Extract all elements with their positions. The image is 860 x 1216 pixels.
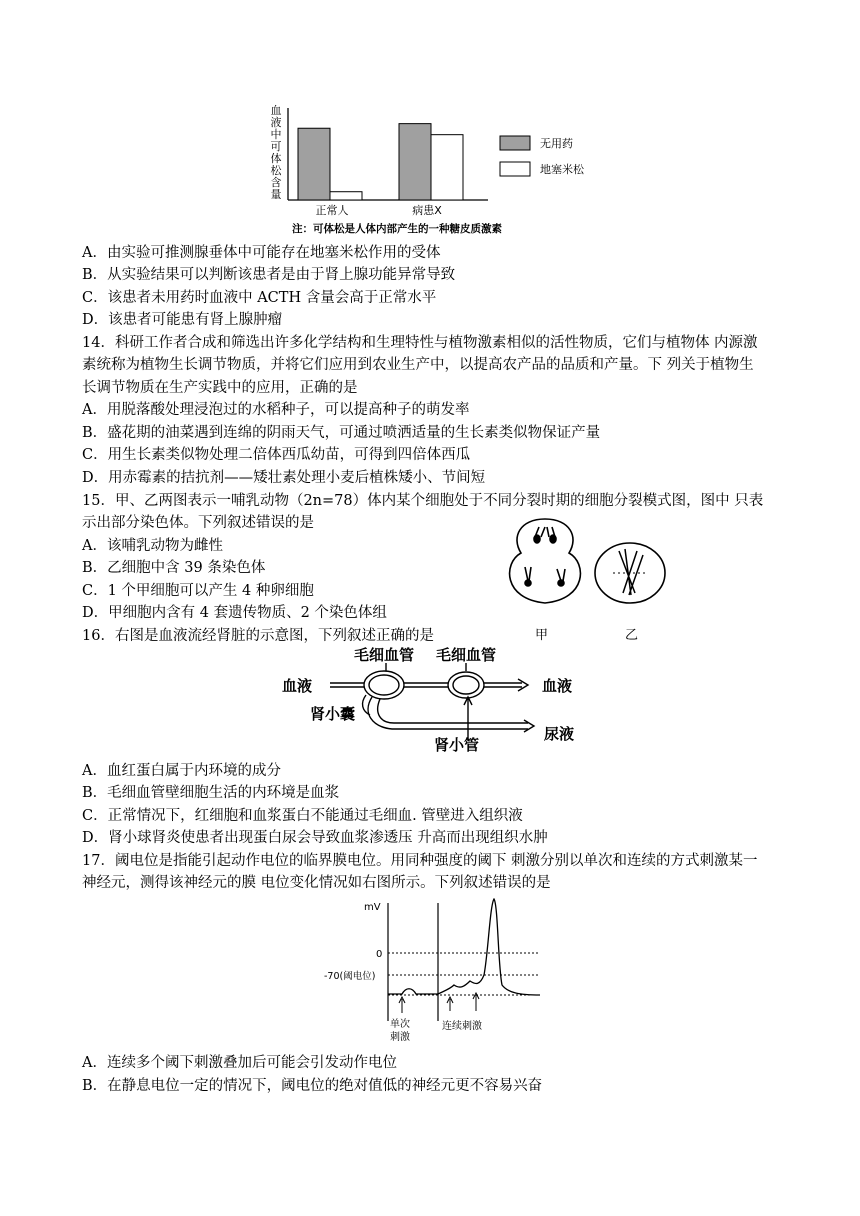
cell-yi-chromosomes [613, 549, 645, 595]
q15-option-c: C．1 个甲细胞可以产生 4 种卵细胞 [82, 583, 314, 599]
cell-label-jia: 甲 [535, 628, 549, 643]
bar-1-1 [431, 135, 463, 200]
single-stimulus-label-2: 刺激 [390, 1032, 410, 1043]
label-capillary-2: 毛细血管 [436, 646, 497, 664]
diagram-vessels [330, 663, 534, 741]
q16-option-b: B．毛细血管壁细胞生活的内环境是血浆 [82, 785, 340, 801]
zero-label: 0 [376, 949, 383, 960]
bar-0-1 [330, 192, 362, 200]
q17-stem-line1: 17．阈电位是指能引起动作电位的临界膜电位。用同种强度的阈下 刺激分别以单次和连续的方式刺激某一 [82, 853, 758, 869]
threshold-label: -70(阈电位) [324, 971, 376, 982]
q15-stem-line1: 15．甲、乙两图表示一哺乳动物（2n=78）体内某个细胞处于不同分裂时期的细胞分裂模式图，图中 只表 [82, 493, 764, 509]
q16-stem: 16．右图是血液流经肾脏的示意图，下列叙述正确的是 [82, 628, 434, 644]
graph-text [324, 902, 482, 1043]
q14-option-b: B．盛花期的油菜遇到连绵的阴雨天气，可通过喷洒适量的生长素类似物保证产量 [82, 425, 601, 441]
bar-0-0 [298, 128, 330, 200]
q16-option-c: C．正常情况下，红细胞和血浆蛋白不能通过毛细血. 管壁进入组织液 [82, 808, 523, 824]
continuous-stimulus-label: 连续刺激 [442, 1021, 482, 1032]
cell-jia-outline [510, 519, 581, 603]
q15-option-d: D．甲细胞内含有 4 套遗传物质、2 个染色体组 [82, 605, 387, 621]
cortisol-bar-chart [262, 100, 602, 240]
q17-stem-line2: 神经元，测得该神经元的膜 电位变化情况如右图所示。下列叙述错误的是 [82, 875, 551, 891]
graph-lines [388, 899, 540, 1021]
q13-option-d: D．该患者可能患有肾上腺肿瘤 [82, 312, 283, 328]
legend-swatch-dexamethasone [500, 162, 530, 176]
y-unit-label: mV [364, 902, 381, 913]
chart-ylabel: 血液中可体松含量 [270, 104, 282, 201]
q16-option-d: D．肾小球肾炎使患者出现蛋白尿会导致血浆渗透压 升高而出现组织水肿 [82, 830, 548, 846]
q17-option-b: B．在静息电位一定的情况下，阈电位的绝对值低的神经元更不容易兴奋 [82, 1078, 543, 1094]
cell-jia-chromosomes [525, 527, 565, 586]
q14-stem-line2: 素统称为植物生长调节物质，并将它们应用到农业生产中，以提高农产品的品质和产量。下 列关于植物生 [82, 357, 754, 373]
chart-note: 注：可体松是人体内部产生的一种糖皮质激素 [292, 223, 502, 235]
q14-option-d: D．用赤霉素的拮抗剂——矮壮素处理小麦后植株矮小、节间短 [82, 470, 486, 486]
cell-label-yi: 乙 [625, 628, 639, 643]
q14-option-c: C．用生长素类似物处理二倍体西瓜幼苗，可得到四倍体西瓜 [82, 447, 471, 463]
membrane-potential-graph [324, 895, 550, 1043]
q13-option-c: C．该患者未用药时血液中 ACTH 含量会高于正常水平 [82, 290, 437, 306]
q16-option-a: A．血红蛋白属于内环境的成分 [82, 763, 281, 779]
single-stimulus-label-1: 单次 [390, 1019, 410, 1030]
q15-option-a: A．该哺乳动物为雌性 [82, 538, 223, 554]
q15-option-b: B．乙细胞中含 39 条染色体 [82, 560, 266, 576]
q15-stem-line2: 示出部分染色体。下列叙述错误的是 [82, 515, 314, 531]
category-label-normal: 正常人 [315, 204, 349, 217]
label-capsule: 肾小囊 [310, 705, 356, 723]
q14-stem-line1: 14．科研工作者合成和筛选出许多化学结构和生理特性与植物激素相似的活性物质，它们与植物体 内源激 [82, 335, 758, 351]
label-blood-out: 血液 [542, 677, 573, 695]
q14-stem-line3: 长调节物质在生产实践中的应用，正确的是 [82, 380, 358, 396]
q17-option-a: A．连续多个阈下刺激叠加后可能会引发动作电位 [82, 1055, 397, 1071]
kidney-blood-flow-diagram [282, 643, 582, 758]
label-urine: 尿液 [544, 725, 575, 743]
legend-label-dexamethasone: 地塞米松 [540, 163, 584, 176]
legend-label-nodrug: 无用药 [540, 137, 573, 150]
label-blood-in: 血液 [282, 677, 313, 695]
q14-option-a: A．用脱落酸处理浸泡过的水稻种子，可以提高种子的萌发率 [82, 402, 470, 418]
category-label-patient: 病患X [412, 204, 442, 217]
bar-1-0 [399, 124, 431, 200]
label-tubule: 肾小管 [434, 736, 480, 754]
label-capillary-1: 毛细血管 [354, 646, 415, 664]
diagram-text [282, 646, 574, 754]
legend-swatch-nodrug [500, 136, 530, 150]
cell-division-figures [495, 515, 675, 610]
q13-option-a: A．由实验可推测腺垂体中可能存在地塞米松作用的受体 [82, 245, 441, 261]
q13-option-b: B．从实验结果可以判断该患者是由于肾上腺功能异常导致 [82, 267, 456, 283]
